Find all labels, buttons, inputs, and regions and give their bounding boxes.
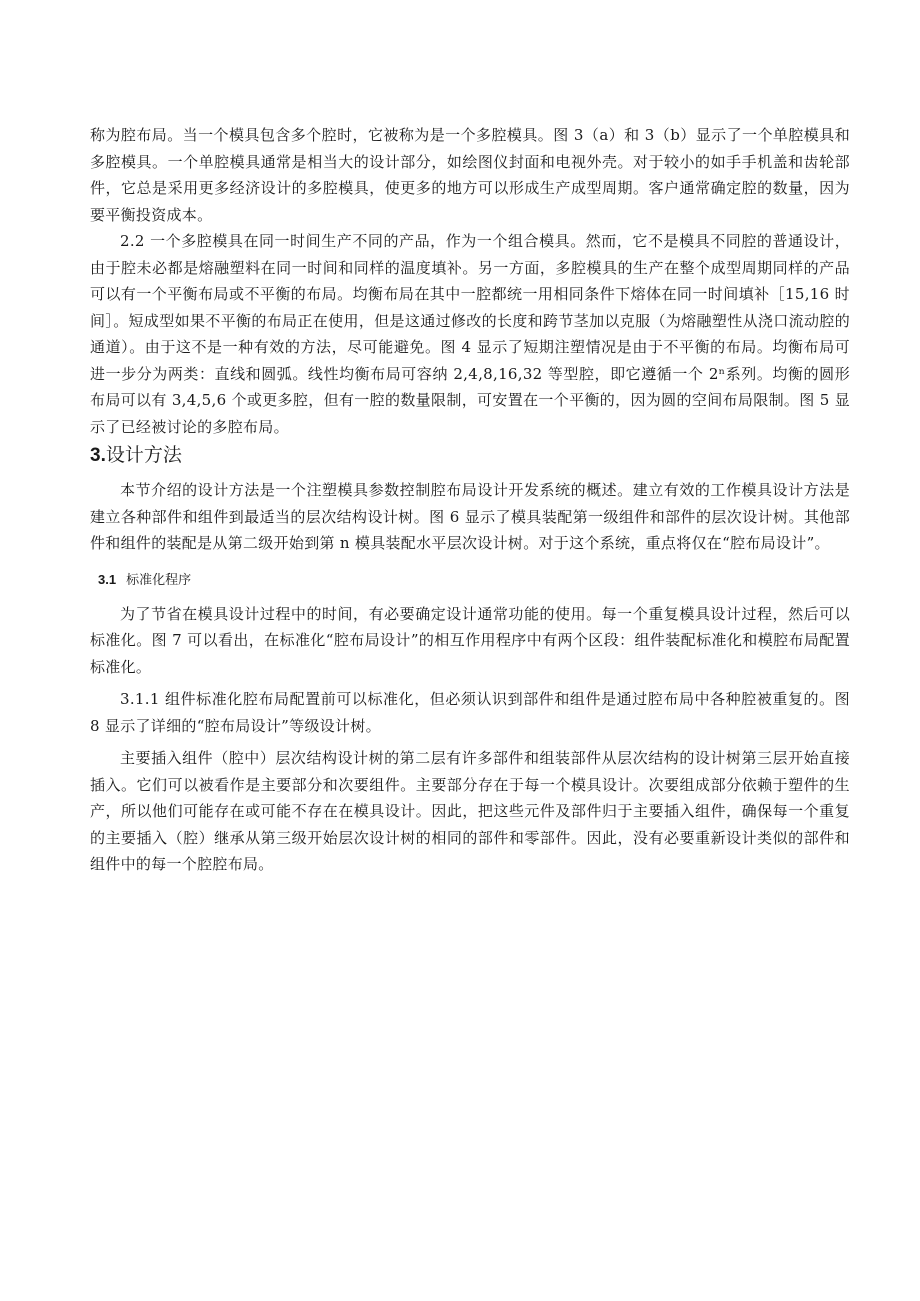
section-3-1-heading xyxy=(90,565,850,595)
paragraph-main-insert-component: 主要插入组件（腔中）层次结构设计树的第二层有许多部件和组装部件从层次结构的设计树第三层开始直接插入。它们可以被看作是主要部分和次要组件。主要部分存在于每一个模具设计。次要组成部分依赖于塑件的生产，所以他们可能存在或可能不存在在模具设计。因此，把这些元件及部件归于主要插入组件，确保每一个重复的主要插入（腔）继承从第三级开始层次设计树的相同的部件和零部件。因此，没有必要重新设计类似的部件和组件中的每一个腔腔布局。 xyxy=(90,749,850,873)
paragraph-cavity-layout-intro: 称为腔布局。当一个模具包含多个腔时，它被称为是一个多腔模具。图 3（a）和 3（b）显示了一个单腔模具和多腔模具。一个单腔模具通常是相当大的设计部分，如绘图仪封面和电视外壳。对于较小的如手手机盖和齿轮部件，它总是采用更多经济设计的多腔模具，使更多的地方可以形成生产成型周期。客户通常确定腔的数量，因为要平衡投资成本。 xyxy=(90,126,850,224)
paragraph-3-1-1-component-standardization: 3.1.1 组件标准化腔布局配置前可以标准化，但必须认识到部件和组件是通过腔布局中各种腔被重复的。图 8 显示了详细的“腔布局设计”等级设计树。 xyxy=(90,690,850,735)
paragraph-design-method-intro: 本节介绍的设计方法是一个注塑模具参数控制腔布局设计开发系统的概述。建立有效的工作模具设计方法是建立各种部件和组件到最适当的层次结构设计树。图 6 显示了模具装配第一级组件和部件的层次设计树。其他部件和组件的装配是从第二级开始到第 n 模具装配水平层次设计树。对于这个系统，重点将仅在“腔布局设计”。 xyxy=(90,481,850,552)
section-3-heading xyxy=(90,441,850,471)
section-3-title: 设计方法 xyxy=(105,445,182,466)
paragraph-standardization: 为了节省在模具设计过程中的时间，有必要确定设计通常功能的使用。每一个重复模具设计过程，然后可以标准化。图 7 可以看出，在标准化“腔布局设计”的相互作用程序中有两个区段：组件装配标准化和模腔布局配置标准化。 xyxy=(90,604,850,676)
section-3-1-title: 标准化程序 xyxy=(126,571,192,587)
document-body xyxy=(90,122,850,878)
section-3-number: 3. xyxy=(90,445,106,466)
section-3-1-number: 3.1 xyxy=(98,571,117,587)
paragraph-2-2-multi-cavity: 2.2 一个多腔模具在同一时间生产不同的产品，作为一个组合模具。然而，它不是模具不同腔的普通设计，由于腔未必都是熔融塑料在同一时间和同样的温度填补。另一方面，多腔模具的生产在整个成型周期同样的产品可以有一个平衡布局或不平衡的布局。均衡布局在其中一腔都统一用相同条件下熔体在同一时间填补［15,16 时间］。短成型如果不平衡的布局正在使用，但是这通过修改的长度和跨节茎加以克服（为熔融塑性从浇口流动腔的通道）。由于这不是一种有效的方法，尽可能避免。图 4 显示了短期注塑情况是由于不平衡的布局。均衡布局可进一步分为两类：直线和圆弧。线性均衡布局可容纳 2,4,8,16,32 等型腔，即它遵循一个 2ⁿ系列。均衡的圆形布局可以有 3,4,5,6 个或更多腔，但有一腔的数量限制，可安置在一个平衡的，因为圆的空间布局限制。图 5 显示了已经被讨论的多腔布局。 xyxy=(90,232,850,436)
